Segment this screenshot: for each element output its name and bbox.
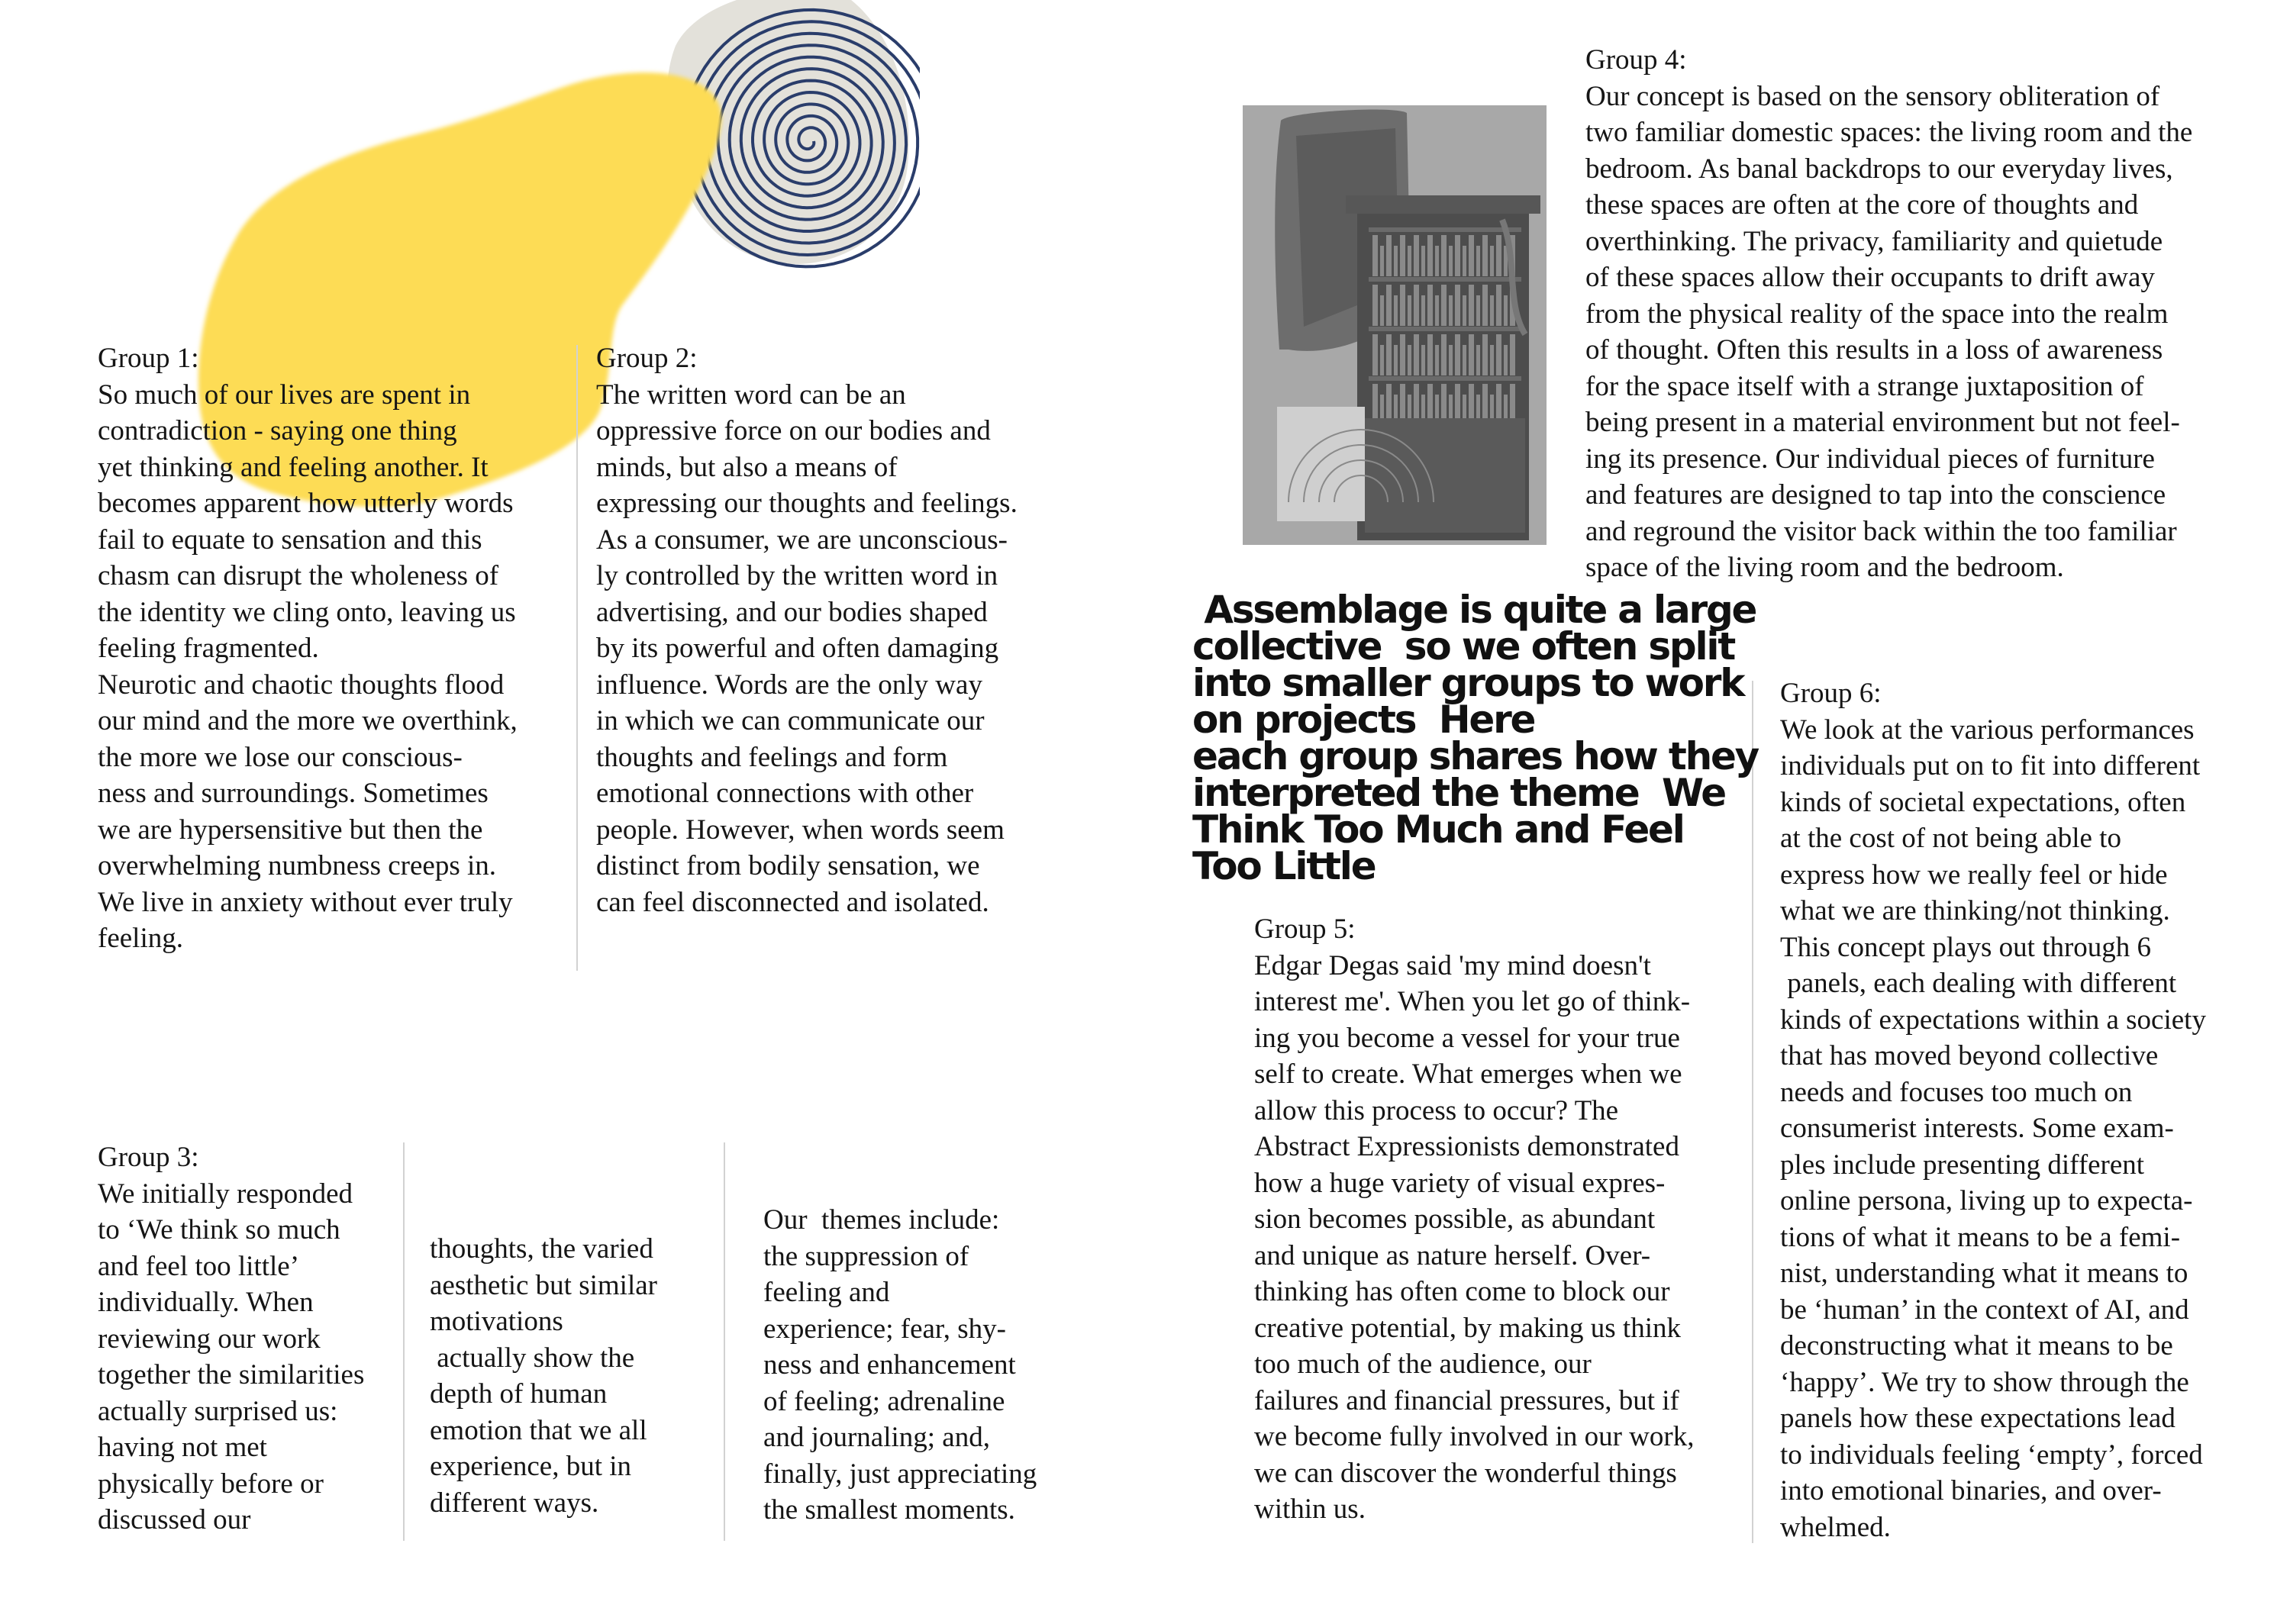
book-spine <box>1449 345 1453 375</box>
text-line: on projects Here <box>1192 698 1535 742</box>
text-line: depth of human <box>430 1378 608 1410</box>
text-line: The written word can be an <box>596 379 906 411</box>
text-line: panels, each dealing with different <box>1780 968 2177 999</box>
text-line: thinking has often come to block our <box>1254 1276 1670 1307</box>
text-line: oppressive force on our bodies and <box>596 415 991 446</box>
book-spine <box>1490 345 1494 375</box>
text-line: to individuals feeling ‘empty’, forced <box>1780 1439 2203 1471</box>
book-spine <box>1400 285 1405 326</box>
text-line: aesthetic but similar <box>430 1269 657 1301</box>
text-line: interest me'. When you let go of think- <box>1254 986 1691 1017</box>
text-line: discussed our <box>98 1504 251 1535</box>
text-line: Our concept is based on the sensory obliteration of <box>1585 80 2160 112</box>
book-spine <box>1386 235 1392 276</box>
group5-text <box>1254 911 1743 1528</box>
group6-text <box>1780 675 2284 1545</box>
column-divider <box>724 1142 725 1541</box>
book-spine <box>1449 295 1453 326</box>
text-line: and journaling; and, <box>763 1422 990 1453</box>
text-line: creative potential, by making us think <box>1254 1312 1681 1344</box>
text-line: overthinking. The privacy, familiarity and quietude <box>1585 225 2163 257</box>
text-line: needs and focuses too much on <box>1780 1076 2133 1108</box>
text-line: different ways. <box>430 1487 599 1519</box>
book-spine <box>1427 334 1433 375</box>
text-line: and features are designed to tap into the conscience <box>1585 479 2166 511</box>
text-line: Too Little <box>1192 844 1376 888</box>
book-spine <box>1400 334 1405 375</box>
text-line: motivations <box>430 1306 563 1337</box>
column-divider <box>576 345 578 971</box>
text-line: whelmed. <box>1780 1511 1891 1543</box>
book-spine <box>1414 285 1419 326</box>
book-spine <box>1504 345 1508 375</box>
text-line: the identity we cling onto, leaving us <box>98 596 516 628</box>
book-spine <box>1421 345 1425 375</box>
book-spine <box>1476 345 1480 375</box>
book-spine <box>1490 295 1494 326</box>
book-spine <box>1469 235 1474 276</box>
text-line: overwhelming numbness creeps in. <box>98 850 496 881</box>
text-line: actually surprised us: <box>98 1395 338 1427</box>
text-line: we can discover the wonderful things <box>1254 1457 1677 1489</box>
book-spine <box>1455 285 1460 326</box>
text-line: Group 1: <box>98 343 199 374</box>
text-line: Assemblage is quite a large <box>1192 588 1756 632</box>
text-line: experience; fear, shy- <box>763 1313 1006 1345</box>
book-spine <box>1427 235 1433 276</box>
text-line: becomes apparent how utterly words <box>98 488 514 519</box>
text-line: into emotional binaries, and over- <box>1780 1475 2162 1506</box>
book-spine <box>1372 235 1378 276</box>
text-line: be ‘human’ in the context of AI, and <box>1780 1294 2189 1326</box>
text-line: express how we really feel or hide <box>1780 859 2168 891</box>
group1-text <box>98 340 571 957</box>
text-line: that has moved beyond collective <box>1780 1040 2159 1071</box>
book-spine <box>1504 295 1508 326</box>
book-spine <box>1482 334 1488 375</box>
text-line: sion becomes possible, as abundant <box>1254 1204 1656 1235</box>
text-line: space of the living room and the bedroom. <box>1585 552 2064 583</box>
text-line: consumerist interests. Some exam- <box>1780 1113 2174 1144</box>
book-spine <box>1449 246 1453 276</box>
text-line: Abstract Expressionists demonstrated <box>1254 1131 1679 1162</box>
column-divider <box>403 1142 405 1541</box>
text-line: kinds of expectations within a society <box>1780 1004 2206 1036</box>
text-line: chasm can disrupt the wholeness of <box>98 560 499 591</box>
text-line: Neurotic and chaotic thoughts flood <box>98 669 505 701</box>
text-line: can feel disconnected and isolated. <box>596 886 989 918</box>
book-spine <box>1482 235 1488 276</box>
text-line: too much of the audience, our <box>1254 1348 1592 1380</box>
book-spine <box>1400 235 1405 276</box>
text-line: thoughts, the varied <box>430 1233 653 1265</box>
text-line: Think Too Much and Feel <box>1192 807 1684 852</box>
text-line: tions of what it means to be a femi- <box>1780 1221 2181 1253</box>
text-line: for the space itself with a strange juxtaposition of <box>1585 370 2144 402</box>
text-line: people. However, when words seem <box>596 814 1005 846</box>
book-spine <box>1386 334 1392 375</box>
text-line: fail to equate to sensation and this <box>98 524 482 556</box>
book-spine <box>1463 295 1466 326</box>
text-line: ing its presence. Our individual pieces of furniture <box>1585 443 2155 475</box>
text-line: collective so we often split <box>1192 624 1735 669</box>
text-line: So much of our lives are spent in <box>98 379 471 411</box>
text-line: ness and surroundings. Sometimes <box>98 778 489 809</box>
text-line: each group shares how they <box>1192 734 1759 778</box>
book-spine <box>1372 334 1378 375</box>
text-line: As a consumer, we are unconscious- <box>596 524 1008 556</box>
text-line: feeling fragmented. <box>98 633 319 664</box>
text-line: emotional connections with other <box>596 778 974 809</box>
text-line: Group 6: <box>1780 678 1882 709</box>
book-spine <box>1496 235 1501 276</box>
text-line: two familiar domestic spaces: the living room and the <box>1585 117 2193 148</box>
text-line: by its powerful and often damaging <box>596 633 999 664</box>
text-line: interpreted the theme We <box>1192 771 1725 815</box>
book-spine <box>1380 345 1384 375</box>
book-spine <box>1386 285 1392 326</box>
book-spine <box>1421 295 1425 326</box>
text-line: contradiction - saying one thing <box>98 415 457 446</box>
book-spine <box>1476 246 1480 276</box>
book-spine <box>1510 334 1515 375</box>
book-spine <box>1476 295 1480 326</box>
text-line: Group 4: <box>1585 44 1687 76</box>
book-spine <box>1414 334 1419 375</box>
text-line: we become fully involved in our work, <box>1254 1421 1695 1452</box>
text-line: Our themes include: <box>763 1204 1000 1236</box>
text-line: advertising, and our bodies shaped <box>596 596 988 628</box>
text-line: our mind and the more we overthink, <box>98 705 518 736</box>
group3-col2 <box>430 1231 720 1521</box>
text-line: emotion that we all <box>430 1414 647 1446</box>
book-spine <box>1435 295 1439 326</box>
text-line: Edgar Degas said 'my mind doesn't <box>1254 949 1651 981</box>
text-line: being present in a material environment but not feel- <box>1585 407 2180 438</box>
text-line: ing you become a vessel for your true <box>1254 1022 1680 1054</box>
book-spine <box>1496 285 1501 326</box>
book-spine <box>1394 345 1398 375</box>
text-line: of thought. Often this results in a loss of awareness <box>1585 334 2163 366</box>
text-line: we are hypersensitive but then the <box>98 814 483 846</box>
text-line: ‘happy’. We try to show through the <box>1780 1366 2189 1398</box>
book-spine <box>1408 246 1411 276</box>
text-line: in which we can communicate our <box>596 705 985 736</box>
book-spine <box>1414 235 1419 276</box>
text-line: ly controlled by the written word in <box>596 560 998 591</box>
text-line: kinds of societal expectations, often <box>1780 786 2186 818</box>
text-line: from the physical reality of the space into the realm <box>1585 298 2169 330</box>
book-spine <box>1394 295 1398 326</box>
text-line: ness and enhancement <box>763 1349 1016 1381</box>
text-line: self to create. What emerges when we <box>1254 1058 1682 1090</box>
intro-headline <box>1192 588 1772 888</box>
book-spine <box>1496 334 1501 375</box>
text-line: nist, understanding what it means to <box>1780 1258 2188 1289</box>
text-line: of these spaces allow their occupants to drift away <box>1585 262 2155 293</box>
text-line: reviewing our work <box>98 1323 321 1355</box>
group2-text <box>596 340 1085 920</box>
text-line: ples include presenting different <box>1780 1149 2145 1181</box>
text-line: the suppression of <box>763 1240 969 1272</box>
group3-col1 <box>98 1139 403 1539</box>
text-line: bedroom. As banal backdrops to our everyday lives, <box>1585 153 2173 185</box>
text-line: We initially responded <box>98 1178 353 1210</box>
text-line: to ‘We think so much <box>98 1214 340 1245</box>
text-line: panels how these expectations lead <box>1780 1403 2176 1434</box>
book-spine <box>1394 246 1398 276</box>
text-line: together the similarities <box>98 1359 365 1390</box>
text-line: within us. <box>1254 1494 1366 1525</box>
text-line: the more we lose our conscious- <box>98 741 463 773</box>
book-spine <box>1408 345 1411 375</box>
book-spine <box>1455 235 1460 276</box>
book-spine <box>1441 334 1447 375</box>
book-spine <box>1435 345 1439 375</box>
text-line: minds, but also a means of <box>596 451 898 483</box>
text-line: influence. Words are the only way <box>596 669 982 701</box>
book-spine <box>1463 345 1466 375</box>
text-line: failures and financial pressures, but if <box>1254 1384 1679 1416</box>
text-line: actually show the <box>430 1342 635 1374</box>
text-line: physically before or <box>98 1468 324 1500</box>
text-line: yet thinking and feeling another. It <box>98 451 489 483</box>
book-spine <box>1441 235 1447 276</box>
text-line: This concept plays out through 6 <box>1780 931 2152 963</box>
book-spine <box>1372 285 1378 326</box>
text-line: finally, just appreciating <box>763 1458 1037 1490</box>
text-line: experience, but in <box>430 1451 632 1482</box>
book-spine <box>1441 285 1447 326</box>
text-line: expressing our thoughts and feelings. <box>596 488 1018 519</box>
text-line: We look at the various performances <box>1780 714 2195 746</box>
text-line: allow this process to occur? The <box>1254 1094 1619 1126</box>
book-spine <box>1408 295 1411 326</box>
text-line: having not met <box>98 1432 267 1463</box>
text-line: what we are thinking/not thinking. <box>1780 895 2170 926</box>
text-line: how a huge variety of visual expres- <box>1254 1167 1666 1199</box>
book-spine <box>1482 285 1488 326</box>
text-line: feeling. <box>98 923 183 954</box>
group4-text <box>1585 42 2272 586</box>
book-spine <box>1380 246 1384 276</box>
text-line: We live in anxiety without ever truly <box>98 886 513 918</box>
text-line: individually. When <box>98 1287 314 1318</box>
book-spine <box>1455 334 1460 375</box>
text-line: feeling and <box>763 1277 890 1308</box>
book-spine <box>1469 285 1474 326</box>
text-line: into smaller groups to work <box>1192 661 1744 705</box>
book-spine <box>1490 246 1494 276</box>
text-line: of feeling; adrenaline <box>763 1385 1005 1417</box>
text-line: Group 5: <box>1254 914 1356 945</box>
text-line: these spaces are often at the core of thoughts and <box>1585 189 2139 221</box>
book-spine <box>1469 334 1474 375</box>
bookcase-collage-photo <box>1243 105 1547 545</box>
text-line: distinct from bodily sensation, we <box>596 850 980 881</box>
text-line: deconstructing what it means to be <box>1780 1330 2173 1361</box>
book-spine <box>1380 295 1384 326</box>
group3-col3 <box>763 1202 1084 1529</box>
text-line: online persona, living up to expecta- <box>1780 1185 2193 1216</box>
text-line: Group 2: <box>596 343 698 374</box>
book-spine <box>1435 246 1439 276</box>
text-line: thoughts and feelings and form <box>596 741 948 773</box>
text-line: and feel too little’ <box>98 1250 300 1282</box>
book-spine <box>1421 246 1425 276</box>
book-spine <box>1463 246 1466 276</box>
text-line: Group 3: <box>98 1142 199 1173</box>
text-line: and reground the visitor back within the too familiar <box>1585 515 2177 547</box>
text-line: and unique as nature herself. Over- <box>1254 1239 1651 1271</box>
text-line: the smallest moments. <box>763 1494 1015 1526</box>
text-line: at the cost of not being able to <box>1780 823 2121 854</box>
text-line: individuals put on to fit into different <box>1780 750 2201 781</box>
book-spine <box>1427 285 1433 326</box>
